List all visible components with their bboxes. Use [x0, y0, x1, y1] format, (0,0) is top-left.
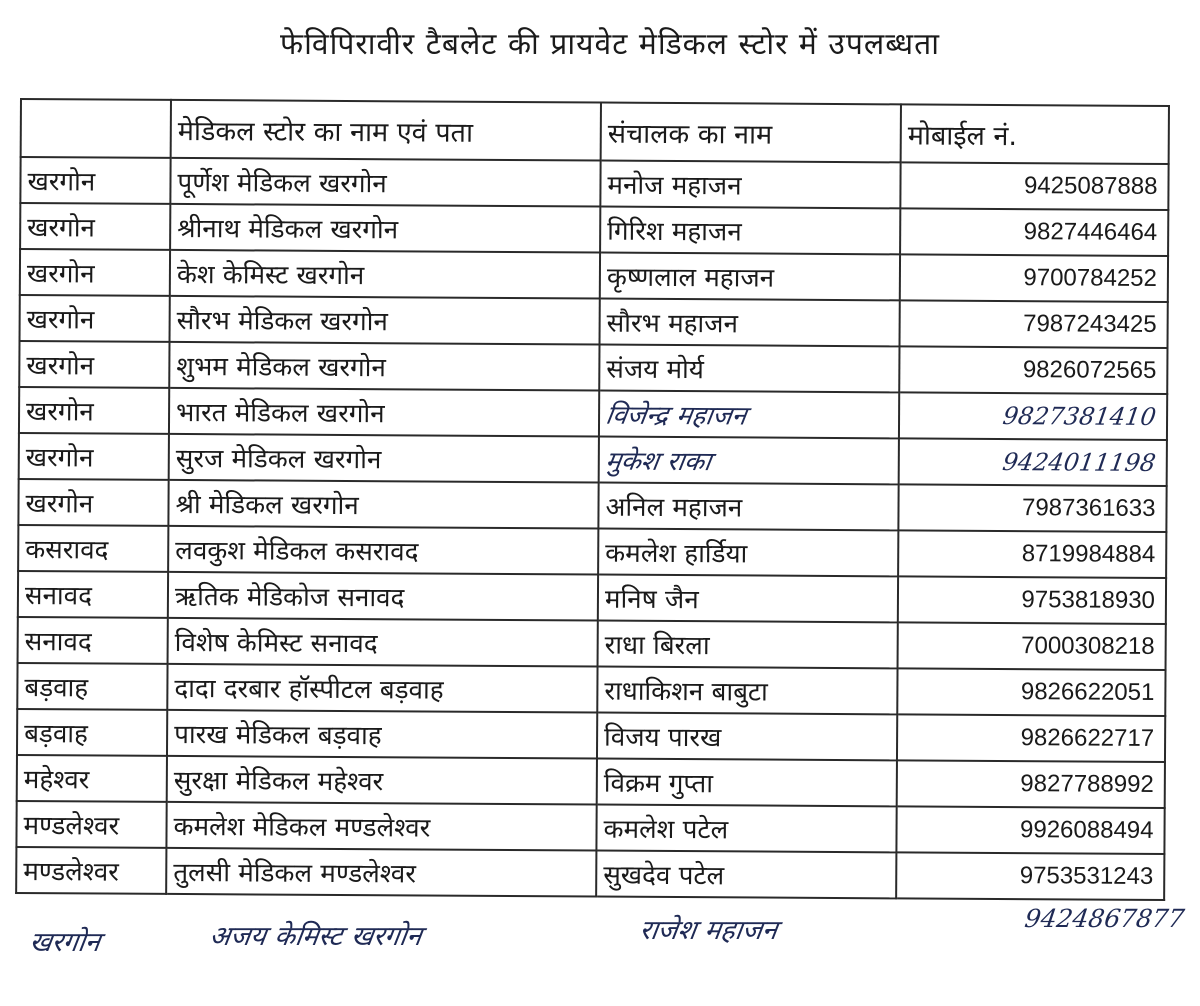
mobile-cell-text: 9753818930	[1021, 586, 1156, 614]
place-cell	[18, 617, 168, 664]
mobile-cell	[900, 208, 1168, 256]
operator-name-cell-text: गिरिश महाजन	[607, 216, 742, 248]
table-row	[20, 249, 1168, 302]
mobile-cell	[900, 254, 1168, 302]
operator-name-cell-text: विजय पारख	[604, 722, 722, 754]
table-row	[18, 617, 1166, 670]
store-name-cell-text: कमलेश मेडिकल मण्डलेश्वर	[173, 811, 431, 844]
operator-name-cell	[598, 575, 898, 623]
operator-name-cell-text: विजेन्द्र महाजन	[603, 400, 749, 432]
table-row	[16, 847, 1164, 900]
place-cell-text: खरगोन	[25, 489, 94, 520]
extra-place: खरगोन	[27, 927, 103, 958]
store-list-sheet	[15, 98, 1168, 901]
mobile-cell	[898, 576, 1166, 624]
mobile-cell	[896, 806, 1164, 854]
place-cell	[20, 203, 170, 250]
page-title: फेविपिरावीर टैबलेट की प्रायवेट मेडिकल स्टोर में उपलब्धता	[280, 27, 940, 62]
mobile-cell-text: 9700784252	[1023, 264, 1158, 292]
store-name-cell-text: शुभम मेडिकल खरगोन	[176, 351, 386, 384]
store-name-cell	[167, 664, 597, 713]
mobile-cell-text: 9424011198	[1001, 447, 1158, 477]
mobile-cell	[897, 760, 1165, 808]
place-cell	[18, 479, 168, 526]
mobile-cell	[899, 346, 1167, 394]
mobile-cell-text: 9425087888	[1023, 172, 1158, 200]
place-cell-text: खरगोन	[26, 259, 95, 290]
mobile-cell-text: 9926088494	[1019, 816, 1154, 844]
store-name-cell-text: तुलसी मेडिकल मण्डलेश्वर	[173, 857, 417, 890]
store-name-cell-text: श्री मेडिकल खरगोन	[175, 489, 359, 522]
table-row	[17, 755, 1165, 808]
place-cell	[18, 525, 168, 572]
mobile-cell	[899, 392, 1167, 440]
mobile-cell-text: 9827788992	[1020, 770, 1154, 798]
store-name-cell-text: विशेष केमिस्ट सनावद	[174, 627, 378, 660]
store-name-cell-text: पूर्णेश मेडिकल खरगोन	[177, 167, 387, 200]
operator-name-cell	[600, 207, 900, 255]
place-cell	[20, 157, 170, 204]
store-name-cell	[169, 388, 599, 437]
table-header-row	[21, 99, 1169, 164]
store-name-cell-text: भारत मेडिकल खरगोन	[175, 397, 385, 430]
place-cell-text: खरगोन	[26, 305, 95, 336]
place-cell-text: खरगोन	[25, 397, 94, 428]
place-cell	[19, 387, 169, 434]
store-name-cell	[168, 572, 598, 621]
operator-name-cell	[597, 667, 897, 715]
mobile-cell	[898, 484, 1166, 532]
store-name-cell	[166, 848, 596, 897]
mobile-cell	[897, 668, 1165, 716]
store-name-cell	[170, 204, 600, 253]
mobile-cell	[900, 162, 1168, 210]
operator-name-cell	[600, 299, 900, 347]
mobile-cell-text: 7987243425	[1023, 310, 1157, 338]
operator-name-cell-text: मनिष जैन	[604, 584, 699, 616]
place-cell-text: सनावद	[24, 627, 92, 658]
place-cell	[16, 801, 166, 848]
table-row	[20, 203, 1168, 256]
mobile-cell-text: 8719984884	[1021, 540, 1156, 568]
operator-name-cell-text: संजय मोर्य	[606, 354, 705, 386]
table-row	[20, 157, 1168, 210]
extra-store-name: अजय केमिस्ट खरगोन	[207, 921, 424, 952]
mobile-cell	[898, 530, 1166, 578]
store-table	[15, 98, 1170, 901]
place-cell-text: खरगोन	[26, 351, 95, 382]
operator-name-cell	[597, 759, 897, 807]
operator-name-cell	[598, 483, 898, 531]
store-name-cell	[169, 434, 599, 483]
operator-name-cell-text: कमलेश हार्डिया	[605, 538, 748, 570]
place-cell	[17, 663, 167, 710]
operator-name-cell	[599, 345, 899, 393]
place-cell	[17, 755, 167, 802]
header-store-name: मेडिकल स्टोर का नाम एवं पता	[171, 100, 601, 161]
mobile-cell	[899, 300, 1167, 348]
store-name-cell-text: सौरभ मेडिकल खरगोन	[176, 305, 388, 338]
table-row	[17, 709, 1165, 762]
place-cell	[19, 433, 169, 480]
place-cell	[20, 295, 170, 342]
operator-name-cell-text: विक्रम गुप्ता	[603, 768, 714, 800]
extra-operator-name: राजेश महाजन	[637, 915, 780, 946]
handwritten-extra-entry	[0, 900, 1200, 980]
mobile-cell	[897, 714, 1165, 762]
table-body	[16, 157, 1168, 900]
table-row	[17, 663, 1165, 716]
store-name-cell	[168, 618, 598, 667]
mobile-cell	[899, 438, 1167, 486]
place-cell	[18, 571, 168, 618]
header-place	[21, 99, 171, 158]
store-name-cell	[170, 250, 600, 299]
mobile-cell-text: 9826072565	[1022, 356, 1157, 384]
store-name-cell	[166, 802, 596, 851]
mobile-cell	[898, 622, 1166, 670]
store-name-cell	[168, 480, 598, 529]
store-name-cell-text: केश केमिस्ट खरगोन	[176, 259, 365, 292]
operator-name-cell	[599, 391, 899, 439]
mobile-cell	[896, 852, 1164, 900]
store-name-cell-text: श्रीनाथ मेडिकल खरगोन	[177, 213, 399, 246]
operator-name-cell-text: कमलेश पटेल	[603, 814, 729, 846]
store-name-cell-text: लवकुश मेडिकल कसरावद	[175, 535, 419, 568]
place-cell-text: बड़वाह	[24, 673, 89, 704]
place-cell-text: मण्डलेश्वर	[23, 811, 120, 842]
table-row	[18, 571, 1166, 624]
operator-name-cell	[596, 805, 896, 853]
operator-name-cell-text: मुकेश राका	[603, 446, 714, 478]
place-cell	[19, 341, 169, 388]
operator-name-cell	[600, 161, 900, 209]
table-row	[19, 341, 1167, 394]
store-name-cell	[169, 342, 599, 391]
store-name-cell-text: दादा दरबार हॉस्पीटल बड़वाह	[174, 673, 444, 706]
place-cell-text: बड़वाह	[24, 719, 88, 750]
place-cell	[17, 709, 167, 756]
store-name-cell	[168, 526, 598, 575]
mobile-cell-text: 7000308218	[1021, 632, 1155, 660]
mobile-cell-text: 9827446464	[1023, 218, 1158, 246]
place-cell-text: खरगोन	[25, 443, 94, 474]
store-name-cell-text: पारख मेडिकल बड़वाह	[174, 719, 382, 752]
place-cell-text: मण्डलेश्वर	[23, 857, 119, 888]
operator-name-cell	[600, 253, 900, 301]
store-name-cell	[167, 710, 597, 759]
store-name-cell	[170, 296, 600, 345]
mobile-cell-text: 9826622717	[1020, 724, 1155, 752]
place-cell-text: महेश्वर	[23, 765, 90, 796]
store-name-cell-text: सुरज मेडिकल खरगोन	[175, 443, 382, 476]
place-cell	[20, 249, 170, 296]
store-name-cell-text: सुरक्षा मेडिकल महेश्वर	[173, 765, 384, 798]
table-row	[18, 479, 1166, 532]
place-cell-text: सनावद	[24, 581, 93, 612]
place-cell-text: खरगोन	[27, 213, 96, 244]
operator-name-cell-text: सौरभ महाजन	[606, 308, 739, 340]
operator-name-cell	[597, 713, 897, 761]
mobile-cell-text: 9826622051	[1020, 678, 1155, 706]
operator-name-cell-text: अनिल महाजन	[605, 492, 743, 524]
place-cell	[16, 847, 166, 894]
store-name-cell	[170, 158, 600, 207]
store-name-cell-text: ऋतिक मेडिकोज सनावद	[174, 581, 405, 614]
operator-name-cell	[599, 437, 899, 485]
header-operator-name: संचालक का नाम	[601, 103, 901, 163]
operator-name-cell-text: मनोज महाजन	[607, 170, 742, 202]
header-mobile: मोबाईल नं.	[901, 104, 1169, 164]
table-row	[19, 387, 1167, 440]
table-row	[16, 801, 1164, 854]
operator-name-cell	[598, 621, 898, 669]
place-cell-text: खरगोन	[27, 167, 96, 198]
operator-name-cell-text: राधाकिशन बाबुटा	[604, 676, 768, 708]
operator-name-cell-text: राधा बिरला	[604, 630, 710, 662]
operator-name-cell	[596, 851, 896, 899]
mobile-cell-text: 9827381410	[1001, 401, 1159, 431]
operator-name-cell-text: सुखदेव पटेल	[603, 860, 725, 892]
store-name-cell	[167, 756, 597, 805]
table-row	[20, 295, 1168, 348]
place-cell-text: कसरावद	[25, 535, 109, 566]
extra-mobile: 9424867877	[1022, 904, 1187, 933]
operator-name-cell-text: कृष्णलाल महाजन	[606, 262, 775, 294]
mobile-cell-text: 9753531243	[1019, 862, 1154, 890]
table-row	[18, 525, 1166, 578]
operator-name-cell	[598, 529, 898, 577]
table-row	[19, 433, 1167, 486]
mobile-cell-text: 7987361633	[1021, 494, 1156, 522]
